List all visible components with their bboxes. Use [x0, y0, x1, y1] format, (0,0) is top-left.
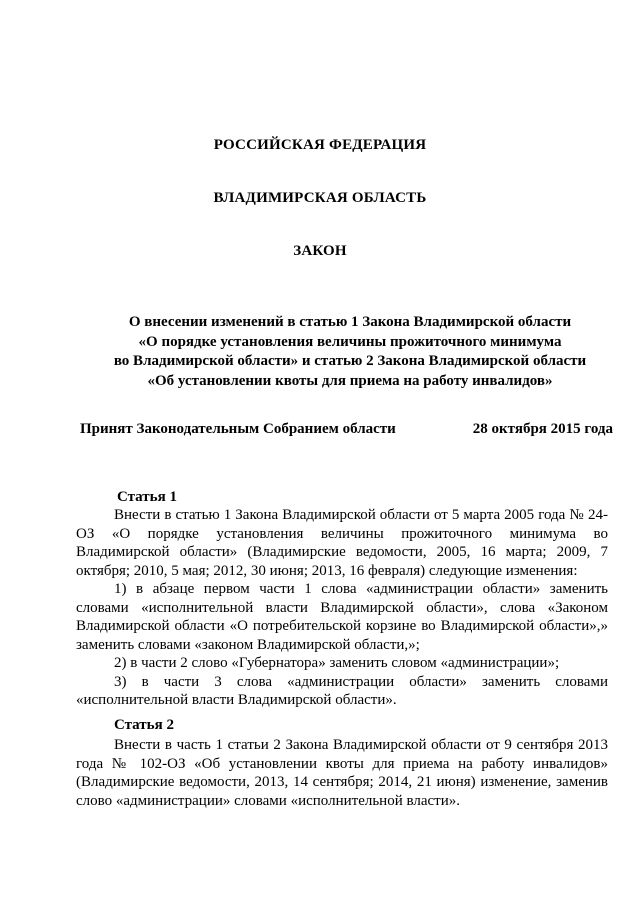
country-heading: РОССИЙСКАЯ ФЕДЕРАЦИЯ [213, 137, 427, 153]
subject-line-2: «О порядке установления величины прожиточного минимума [138, 333, 562, 350]
article-2-body [76, 736, 608, 810]
article-2-title: Статья 2 [114, 717, 174, 733]
article-1-paragraph: Внести в статью 1 Закона Владимирской области от 5 марта 2005 года № 24-ОЗ «О порядке установления величины прожиточного минимума во Владимирской области» (Владимирские ведомости, 2005, 16 марта; 2009, 7 октября; 2010, 5 мая; 2012, 30 июня; 2013, 16 февраля) следующие изменения: [76, 507, 608, 579]
subject-line-4: «Об установлении квоты для приема на работу инвалидов» [147, 372, 553, 389]
subject-line-3: во Владимирской области» и статью 2 Закона Владимирской области [113, 353, 587, 369]
adopted-by: Принят Законодательным Собранием области [80, 421, 396, 437]
region-heading: ВЛАДИМИРСКАЯ ОБЛАСТЬ [213, 190, 427, 206]
article-1-item-2: 2) в части 2 слово «Губернатора» заменить словом «администрации»; [114, 655, 560, 671]
article-1-item-3: 3) в части 3 слова «администрации области» заменить словами «исполнительной власти Владимирской области». [76, 673, 608, 708]
article-1-title: Статья 1 [117, 489, 177, 505]
subject-line-1: О внесении изменений в статью 1 Закона Владимирской области [128, 314, 572, 330]
adoption-date: 28 октября 2015 года [472, 421, 613, 437]
article-1-body [76, 506, 608, 710]
law-subject [70, 313, 630, 391]
article-2-paragraph: Внести в часть 1 статьи 2 Закона Владимирской области от 9 сентября 2013 года № 102-ОЗ «Об установлении квоты для приема на работу инвалидов» (Владимирские ведомости, 2013, 14 сентября; 2014, 21 июня) изменение, заменив слово «администрации» словами «исполнительной власти». [76, 737, 608, 809]
article-1-item-1: 1) в абзаце первом части 1 слова «администрации области» заменить словами «исполнительной власти Владимирской области», слова «Законом Владимирской области «О потребительской корзине во Владимирской области»,» заменить словами «законом Владимирской области,»; [76, 581, 608, 653]
law-title: ЗАКОН [293, 243, 347, 259]
